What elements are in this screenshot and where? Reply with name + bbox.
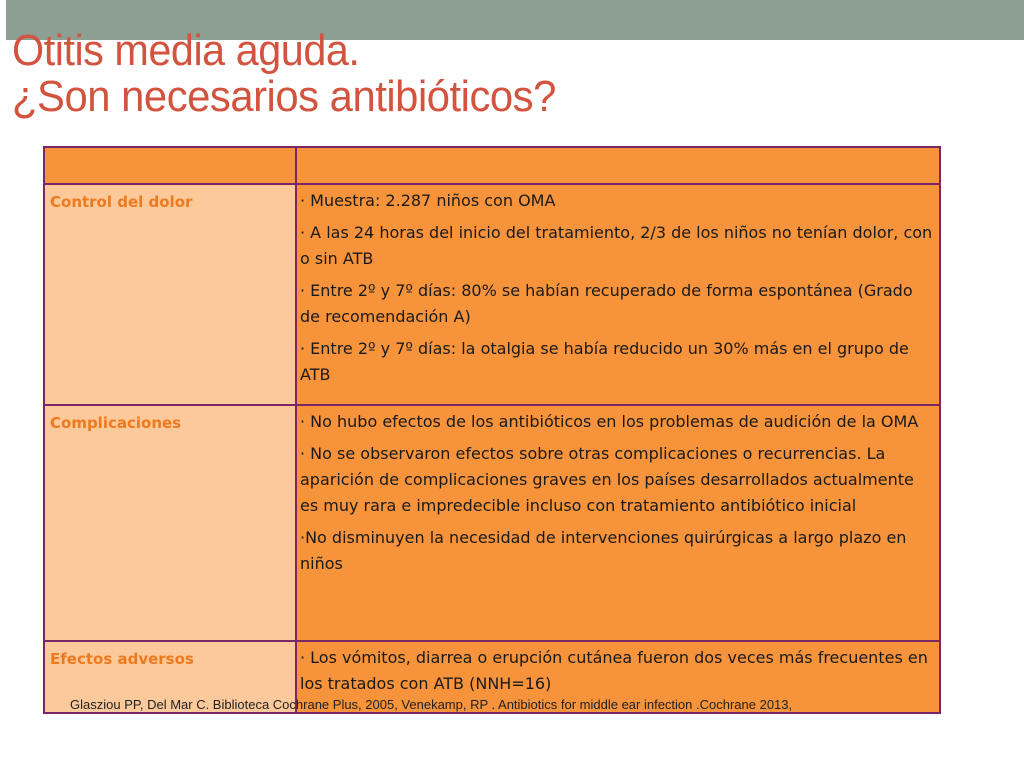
finding-text: · A las 24 horas del inicio del tratamiento, 2/3 de los niños no tenían dolor, con o sin ATB [300, 223, 933, 268]
finding-text: · Muestra: 2.287 niños con OMA [300, 191, 556, 210]
finding-text: · Entre 2º y 7º días: la otalgia se había reducido un 30% más en el grupo de ATB [300, 339, 909, 384]
row-content-control-del-dolor [296, 184, 940, 405]
table-row [44, 405, 940, 641]
table-header-cell [296, 147, 940, 184]
finding-text: · Los vómitos, diarrea o erupción cutánea fueron dos veces más frecuentes en los tratados con ATB (NNH=16) [300, 648, 928, 693]
slide-title-line-1: Otitis media aguda. [12, 26, 360, 75]
row-label-efectos-adversos: Efectos adversos [44, 641, 296, 713]
finding-text: · No se observaron efectos sobre otras complicaciones o recurrencias. La aparición de complicaciones graves en los países desarrollados actualmente es muy rara e impredecible incluso con tratamiento antibiótico inicial [300, 444, 914, 515]
citation-text: Glasziou PP, Del Mar C. Biblioteca Cochrane Plus, 2005, Venekamp, RP . Antibiotics for middle ear infection .Cochrane 2013, [70, 697, 793, 712]
slide-title [12, 28, 585, 120]
table-header-row [44, 147, 940, 184]
finding-text: ·No disminuyen la necesidad de intervenciones quirúrgicas a largo plazo en niños [300, 528, 907, 573]
table-row [44, 184, 940, 405]
table-header-cell [44, 147, 296, 184]
slide-title-line-2: ¿Son necesarios antibióticos? [12, 72, 556, 121]
top-accent-gap [0, 0, 6, 40]
evidence-table [43, 146, 941, 714]
finding-text: · No hubo efectos de los antibióticos en los problemas de audición de la OMA [300, 412, 919, 431]
row-label-complicaciones: Complicaciones [44, 405, 296, 641]
finding-text: · Entre 2º y 7º días: 80% se habían recuperado de forma espontánea (Grado de recomendación A) [300, 281, 913, 326]
row-content-complicaciones [296, 405, 940, 641]
row-label-control-del-dolor: Control del dolor [44, 184, 296, 405]
